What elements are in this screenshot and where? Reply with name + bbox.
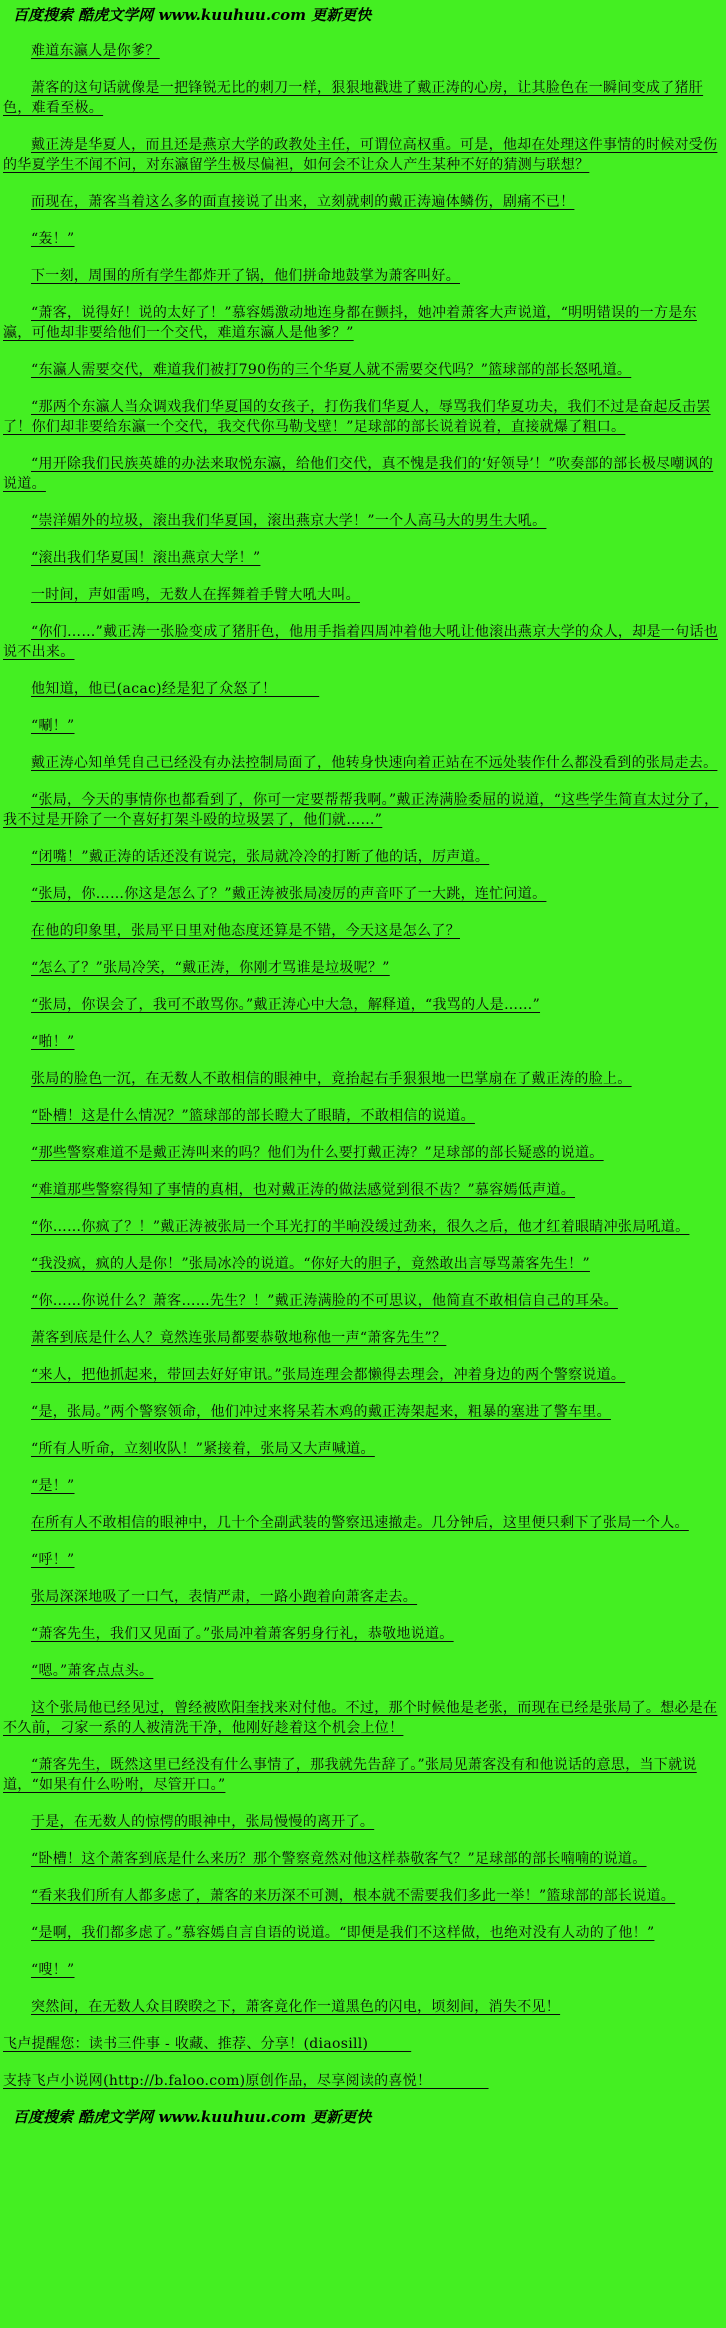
novel-paragraph: 支持飞卢小说网(http://b.faloo.com)原创作品，尽享阅读的喜悦！: [3, 2073, 489, 2089]
novel-paragraph: “闭嘴！”戴正涛的话还没有说完，张局就冷冷的打断了他的话，厉声道。: [31, 849, 490, 865]
novel-paragraph: 于是，在无数人的惊愕的眼神中，张局慢慢的离开了。: [31, 1814, 375, 1830]
novel-paragraph: “怎么了？”张局冷笑，“戴正涛，你刚才骂谁是垃圾呢？”: [31, 960, 390, 976]
novel-paragraph: “张局，你误会了，我可不敢骂你。”戴正涛心中大急，解释道，“我骂的人是……”: [31, 997, 541, 1013]
novel-paragraph: “东瀛人需要交代，难道我们被打790伤的三个华夏人就不需要交代吗？”篮球部的部长怒吼道。: [31, 362, 632, 378]
novel-paragraph: “是！”: [31, 1478, 75, 1494]
novel-paragraph: “萧客，说得好！说的太好了！”慕容嫣激动地连身都在颤抖，她冲着萧客大声说道，“明明错误的一方是东瀛，可他却非要给他们一个交代，难道东瀛人是他爹？”: [3, 305, 697, 341]
novel-paragraph: “崇洋媚外的垃圾，滚出我们华夏国，滚出燕京大学！”一个人高马大的男生大吼。: [31, 513, 547, 529]
novel-paragraph: 戴正涛是华夏人，而且还是燕京大学的政教处主任，可谓位高权重。可是，他却在处理这件事情的时候对受伤的华夏学生不闻不问，对东瀛留学生极尽偏袒，如何会不让众人产生某种不好的猜测与联想？: [3, 137, 718, 173]
novel-paragraph: “张局，你……你这是怎么了？”戴正涛被张局凌厉的声音吓了一大跳，连忙问道。: [31, 886, 547, 902]
novel-paragraph: “张局，今天的事情你也都看到了，你可一定要帮帮我啊。”戴正涛满脸委屈的说道，“这些学生简直太过分了，我不过是开除了一个喜好打架斗殴的垃圾罢了，他们就……”: [3, 792, 719, 828]
novel-paragraph: 飞卢提醒您：读书三件事 - 收藏、推荐、分享！(diaosill): [3, 2036, 412, 2052]
novel-paragraph: “萧客先生，既然这里已经没有什么事情了，那我就先告辞了。”张局见萧客没有和他说话的意思，当下就说道，“如果有什么吩咐，尽管开口。”: [3, 1757, 697, 1793]
novel-paragraph: 在所有人不敢相信的眼神中，几十个全副武装的警察迅速撤走。几分钟后，这里便只剩下了张局一个人。: [31, 1515, 689, 1531]
footer-promo: 百度搜索 酷虎文学网 www.kuuhuu.com 更新更快: [13, 2108, 372, 2126]
novel-paragraph: 萧客的这句话就像是一把锋锐无比的刺刀一样，狠狠地戳进了戴正涛的心房，让其脸色在一瞬间变成了猪肝色，难看至极。: [3, 80, 704, 116]
novel-paragraph: “卧槽！这是什么情况？”篮球部的部长瞪大了眼睛，不敢相信的说道。: [31, 1108, 475, 1124]
novel-paragraph: “卧槽！这个萧客到底是什么来历？那个警察竟然对他这样恭敬客气？”足球部的部长喃喃的说道。: [31, 1851, 647, 1867]
novel-paragraph: 而现在，萧客当着这么多的面直接说了出来，立刻就刺的戴正涛遍体鳞伤，剧痛不已！: [31, 194, 575, 210]
novel-paragraph: 萧客到底是什么人？竟然连张局都要恭敬地称他一声“萧客先生”？: [31, 1330, 447, 1346]
novel-paragraph: “啪！”: [31, 1034, 75, 1050]
novel-paragraph: “滚出我们华夏国！滚出燕京大学！”: [31, 550, 261, 566]
novel-paragraph: “我没疯，疯的人是你！”张局冰冷的说道。“你好大的胆子，竟然敢出言辱骂萧客先生！”: [31, 1256, 590, 1272]
novel-paragraph: 张局的脸色一沉，在无数人不敢相信的眼神中，竟抬起右手狠狠地一巴掌扇在了戴正涛的脸上。: [31, 1071, 632, 1087]
novel-paragraph: “来人，把他抓起来，带回去好好审讯。”张局连理会都懒得去理会，冲着身边的两个警察说道。: [31, 1367, 626, 1383]
novel-paragraph: 在他的印象里，张局平日里对他态度还算是不错，今天这是怎么了？: [31, 923, 460, 939]
novel-paragraph: “嗖！”: [31, 1962, 75, 1978]
novel-paragraph: “嗯。”萧客点点头。: [31, 1663, 154, 1679]
novel-paragraph: “那两个东瀛人当众调戏我们华夏国的女孩子，打伤我们华夏人，辱骂我们华夏功夫，我们不过是奋起反击罢了！你们却非要给东瀛一个交代，我交代你马勒戈壁！”足球部的部长说着说着，直接就爆了粗口。: [3, 399, 711, 435]
novel-paragraph: 突然间，在无数人众目睽睽之下，萧客竟化作一道黑色的闪电，顷刻间，消失不见！: [31, 1999, 561, 2015]
novel-paragraph: “看来我们所有人都多虑了，萧客的来历深不可测，根本就不需要我们多此一举！”篮球部的部长说道。: [31, 1888, 676, 1904]
novel-content: [3, 41, 723, 2091]
novel-paragraph: “用开除我们民族英雄的办法来取悦东瀛，给他们交代，真不愧是我们的‘好领导’！”吹奏部的部长极尽嘲讽的说道。: [3, 456, 714, 492]
novel-paragraph: “是啊，我们都多虑了。”慕容嫣自言自语的说道。“即便是我们不这样做，也绝对没有人动的了他！”: [31, 1925, 655, 1941]
novel-paragraph: “呼！”: [31, 1552, 75, 1568]
header-promo: 百度搜索 酷虎文学网 www.kuuhuu.com 更新更快: [13, 6, 372, 24]
novel-paragraph: “唰！”: [31, 718, 75, 734]
novel-paragraph: 戴正涛心知单凭自己已经没有办法控制局面了，他转身快速向着正站在不远处装作什么都没看到的张局走去。: [31, 755, 718, 771]
novel-paragraph: 难道东瀛人是你爹？: [31, 43, 160, 59]
novel-paragraph: 他知道，他已(acac)经是犯了众怒了！: [31, 681, 320, 697]
novel-paragraph: 一时间，声如雷鸣，无数人在挥舞着手臂大吼大叫。: [31, 587, 360, 603]
novel-paragraph: “你……你说什么？萧客……先生？！”戴正涛满脸的不可思议，他简直不敢相信自己的耳朵。: [31, 1293, 618, 1309]
novel-paragraph: “是，张局。”两个警察领命，他们冲过来将呆若木鸡的戴正涛架起来，粗暴的塞进了警车里。: [31, 1404, 611, 1420]
novel-paragraph: 下一刻，周围的所有学生都炸开了锅，他们拼命地鼓掌为萧客叫好。: [31, 268, 460, 284]
novel-paragraph: “萧客先生，我们又见面了。”张局冲着萧客躬身行礼，恭敬地说道。: [31, 1626, 454, 1642]
novel-paragraph: “轰！”: [31, 231, 75, 247]
novel-paragraph: “那些警察难道不是戴正涛叫来的吗？他们为什么要打戴正涛？”足球部的部长疑惑的说道。: [31, 1145, 604, 1161]
novel-paragraph: 这个张局他已经见过，曾经被欧阳奎找来对付他。不过，那个时候他是老张，而现在已经是张局了。想必是在不久前，刁家一系的人被清洗干净，他刚好趁着这个机会上位！: [3, 1700, 718, 1736]
novel-paragraph: 张局深深地吸了一口气，表情严肃，一路小跑着向萧客走去。: [31, 1589, 418, 1605]
novel-paragraph: “所有人听命，立刻收队！”紧接着，张局又大声喊道。: [31, 1441, 375, 1457]
novel-paragraph: “难道那些警察得知了事情的真相，也对戴正涛的做法感觉到很不齿？”慕容嫣低声道。: [31, 1182, 576, 1198]
novel-paragraph: “你们……”戴正涛一张脸变成了猪肝色，他用手指着四周冲着他大吼让他滚出燕京大学的众人，却是一句话也说不出来。: [3, 624, 719, 660]
novel-paragraph: “你……你疯了？！”戴正涛被张局一个耳光打的半晌没缓过劲来，很久之后，他才红着眼睛冲张局吼道。: [31, 1219, 690, 1235]
